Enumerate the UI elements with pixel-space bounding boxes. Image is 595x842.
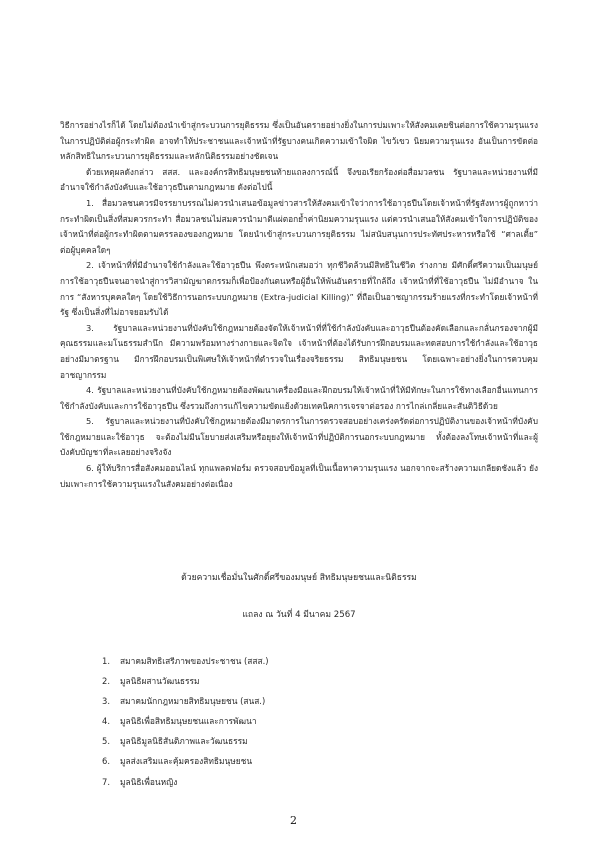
- signatory-item: [102, 731, 269, 751]
- signatory-name: มูลนิธิเพื่อนหญิง: [120, 776, 178, 787]
- paragraph-continuation: วิธีการอย่างไรก็ได้ โดยไม่ต้องนำเข้าสู่กระบวนการยุติธรรม ซึ่งเป็นอันตรายอย่างยิ่งในการบ่มเพาะให้สังคมเคยชินต่อการใช้ความรุนแรงในการปฏิบัติต่อผู้กระทำผิด อาจทำให้ประชาชนและเจ้าหน้าที่รัฐบางคนเกิดความเข้าใจผิด ไขว้เขว นิยมความรุนแรง อันเป็นการขัดต่อหลักสิทธิในกระบวนการยุติธรรมและหลักนิติธรรมอย่างชัดเจน: [60, 120, 538, 162]
- signatory-item: [102, 651, 269, 671]
- demand-item-5: 5. รัฐบาลและหน่วยงานที่บังคับใช้กฎหมายต้องมีมาตรการในการตรวจสอบอย่างเคร่งครัดต่อการปฏิบัติงานของเจ้าหน้าที่บังคับใช้กฎหมายและใช้อาวุธ จะต้องไม่มีนโยบายส่งเสริมหรือยุยงให้เจ้าหน้าที่ปฏิบัติการนอกระบบกฎหมาย ทั้งต้องลงโทษเจ้าหน้าที่และผู้บังคับบัญชาที่ละเลยอย่างจริงจัง: [60, 416, 538, 458]
- signatory-item: [102, 691, 269, 711]
- signatory-number: 7.: [102, 776, 110, 787]
- demand-item-3: 3. รัฐบาลและหน่วยงานที่บังคับใช้กฎหมายต้องจัดให้เจ้าหน้าที่ที่ใช้กำลังบังคับและอาวุธปืนต้องคัดเลือกและกลั่นกรองจากผู้มีคุณธรรมและมโนธรรมสำนึก มีความพร้อมทางร่างกายและจิตใจ เจ้าหน้าที่ต้องได้รับการฝึกอบรมและทดสอบการใช้กำลังและใช้อาวุธอย่างมีมาตรฐาน มีการฝึกอบรมเป็นพิเศษให้เจ้าหน้าที่ตำรวจในเรื่องจริยธรรม สิทธิมนุษยชน โดยเฉพาะอย่างยิ่งในการควบคุมอาชญากรรม: [60, 322, 538, 380]
- statement-date: แถลง ณ วันที่ 4 มีนาคม 2567: [242, 610, 356, 620]
- signatory-name: มูลส่งเสริมและคุ้มครองสิทธิมนุษยชน: [120, 756, 253, 767]
- signatory-item: [102, 751, 269, 771]
- signatory-name: สมาคมนักกฎหมายสิทธิมนุษยชน (สนส.): [120, 696, 266, 707]
- signatory-number: 1.: [102, 656, 110, 666]
- signatory-name: มูลนิธิมูลนิธิสันติภาพและวัฒนธรรม: [120, 736, 248, 747]
- signatory-name: มูลนิธิผสานวัฒนธรรม: [120, 676, 200, 687]
- statement-body: [60, 118, 538, 492]
- demand-item-2: 2. เจ้าหน้าที่ที่มีอำนาจใช้กำลังและใช้อาวุธปืน พึงตระหนักเสมอว่า ทุกชีวิตล้วนมีสิทธิในชีวิต ร่างกาย มีศักดิ์ศรีความเป็นมนุษย์ การใช้อาวุธปืนจนอาจนำสู่การวิสามัญฆาตกรรมก็เพื่อป้องกันตนหรือผู้อื่นให้พ้นอันตรายที่ใกล้ถึง เจ้าหน้าที่ที่ใช้อาวุธปืน ไม่มีอำนาจ ในการ “สังหารบุคคลใดๆ โดยใช้วิธีการนอกระบบกฎหมาย (Extra-judicial Killing)” ที่ถือเป็นอาชญากรรมร้ายแรงที่กระทำโดยเจ้าหน้าที่รัฐ ซึ่งเป็นสิ่งที่ไม่อาจยอมรับได้: [60, 260, 538, 318]
- demand-item-1: 1. สื่อมวลชนควรมีจรรยาบรรณไม่ควรนำเสนอข้อมูลข่าวสารให้สังคมเข้าใจว่าการใช้อาวุธปืนโดยเจ้าหน้าที่รัฐสังหารผู้ถูกหาว่ากระทำผิดเป็นสิ่งที่สมควรกระทำ สื่อมวลชนไม่สมควรนำมาตีแผ่ตอกย้ำค่านิยมความรุนแรง แต่ควรนำเสนอให้สังคมเข้าใจการปฏิบัติของเจ้าหน้าที่ต่อผู้กระทำผิดตามครรลองของกฎหมาย โดยนำเข้าสู่กระบวนการยุติธรรม ไม่สนับสนุนการประทัศประหารหรือใช้ “ศาลเตี้ย” ต่อผู้บุคคลใดๆ: [60, 197, 538, 255]
- signatory-number: 4.: [102, 716, 110, 727]
- signatory-number: 3.: [102, 696, 110, 707]
- signatory-item: [102, 711, 269, 731]
- signatory-list: [102, 651, 269, 792]
- signatory-item: [102, 772, 269, 792]
- signatory-name: สมาคมสิทธิเสรีภาพของประชาชน (สสส.): [120, 656, 269, 666]
- signatory-name: มูลนิธิเพื่อสิทธิมนุษยชนและการพัฒนา: [120, 716, 257, 727]
- signatory-number: 6.: [102, 756, 110, 767]
- demand-item-4: 4. รัฐบาลและหน่วยงานที่บังคับใช้กฎหมายต้องพัฒนาเครื่องมือและฝึกอบรมให้เจ้าหน้าที่ให้มีทักษะในการใช้ทางเลือกอื่นแทนการใช้กำลังบังคับและการใช้อาวุธปืน ซึ่งรวมถึงการแก้ไขความขัดแย้งด้วยเทคนิคการเจรจาต่อรอง การไกล่เกลี่ยและสันติวิธีด้วย: [60, 385, 538, 411]
- signatory-number: 5.: [102, 736, 110, 747]
- demand-item-6: 6. ผู้ให้บริการสื่อสังคมออนไลน์ ทุกแพลตฟอร์ม ตรวจสอบข้อมูลที่เป็นเนื้อหาความรุนแรง นอกจากจะสร้างความเกลียดชังแล้ว ยังบ่มเพาะการใช้ความรุนแรงในสังคมอย่างต่อเนื่อง: [60, 463, 538, 489]
- paragraph-demands-intro: ด้วยเหตุผลดังกล่าว สสส. และองค์กรสิทธิมนุษยชนท้ายแถลงการณ์นี้ จึงขอเรียกร้องต่อสื่อมวลชน รัฐบาลและหน่วยงานที่มีอำนาจใช้กำลังบังคับและใช้อาวุธปืนตามกฎหมาย ดังต่อไปนี้: [60, 166, 538, 193]
- page-number: 2: [290, 814, 297, 827]
- closing-statement: ด้วยความเชื่อมั่นในศักดิ์ศรีของมนุษย์ สิทธิมนุษยชนและนิติธรรม: [181, 573, 417, 583]
- signatory-item: [102, 671, 269, 691]
- signatory-number: 2.: [102, 676, 110, 687]
